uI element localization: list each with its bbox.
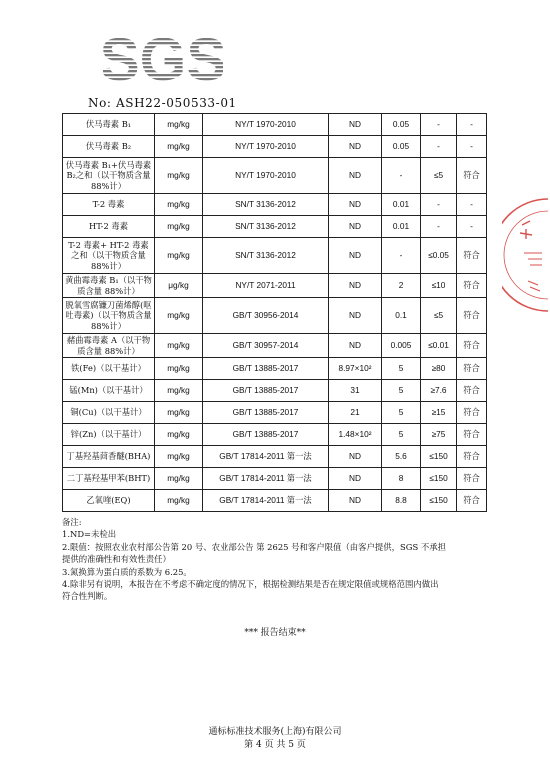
cell-verdict: - [457,194,487,216]
cell-verdict: 符合 [457,402,487,424]
cell-verdict: 符合 [457,490,487,512]
cell-limit: ≥75 [421,424,457,446]
cell-mdl: 8 [382,468,421,490]
cell-unit: mg/kg [155,238,203,274]
cell-method: SN/T 3136-2012 [203,194,329,216]
cell-result: ND [329,274,382,298]
cell-verdict: 符合 [457,424,487,446]
notes-title: 备注: [62,517,82,527]
cell-method: GB/T 17814-2011 第一法 [203,446,329,468]
cell-mdl: 0.01 [382,216,421,238]
cell-limit: - [421,216,457,238]
cell-method: SN/T 3136-2012 [203,238,329,274]
cell-result: ND [329,446,382,468]
cell-limit: ≤150 [421,468,457,490]
cell-result: 31 [329,380,382,402]
cell-method: GB/T 30957-2014 [203,334,329,358]
cell-item: 锰(Mn)（以干基计） [63,380,155,402]
cell-limit: ≤0.01 [421,334,457,358]
cell-limit: ≤150 [421,490,457,512]
cell-method: GB/T 17814-2011 第一法 [203,468,329,490]
cell-verdict: - [457,136,487,158]
cell-result: ND [329,194,382,216]
cell-unit: mg/kg [155,468,203,490]
note-line: 3.氮换算为蛋白质的系数为 6.25。 [62,566,192,577]
cell-method: GB/T 13885-2017 [203,402,329,424]
cell-result: 21 [329,402,382,424]
cell-result: ND [329,468,382,490]
table-row [63,158,487,194]
table-row [63,274,487,298]
cell-result: ND [329,216,382,238]
table-row [63,114,487,136]
report-number: No: ASH22-050533-01 [88,96,237,110]
cell-unit: mg/kg [155,298,203,334]
cell-result: 1.48×10² [329,424,382,446]
note-line: 2.限值：按照农业农村部公告第 20 号、农业部公告 第 2625 号和客户限值（由客户提供，SGS 不承担 [62,541,446,552]
report-end-mark: *** 报告结束** [244,628,306,638]
cell-item: 丁基羟基茴香醚(BHA) [63,446,155,468]
cell-mdl: 5.6 [382,446,421,468]
cell-unit: mg/kg [155,380,203,402]
cell-item: HT-2 毒素 [63,216,155,238]
cell-unit: mg/kg [155,358,203,380]
table-row [63,490,487,512]
cell-limit: - [421,136,457,158]
cell-mdl: 5 [382,402,421,424]
cell-limit: ≤5 [421,298,457,334]
cell-method: GB/T 17814-2011 第一法 [203,490,329,512]
company-seal [502,195,550,320]
cell-item: 赭曲霉毒素 A（以干物质含量 88%计） [63,334,155,358]
cell-result: ND [329,114,382,136]
cell-mdl: 0.1 [382,298,421,334]
cell-verdict: 符合 [457,446,487,468]
cell-verdict: 符合 [457,158,487,194]
cell-item: T-2 毒素 [63,194,155,216]
cell-mdl: 8.8 [382,490,421,512]
cell-unit: mg/kg [155,490,203,512]
table-row [63,136,487,158]
cell-item: 锌(Zn)（以干基计） [63,424,155,446]
cell-mdl: 0.005 [382,334,421,358]
table-row [63,402,487,424]
cell-limit: ≥15 [421,402,457,424]
cell-mdl: 5 [382,380,421,402]
cell-mdl: 5 [382,424,421,446]
table-row [63,334,487,358]
cell-result: ND [329,136,382,158]
table-row [63,298,487,334]
cell-limit: ≤10 [421,274,457,298]
cell-item: 脱氧雪腐镰刀菌烯醇(呕吐毒素)（以干物质含量 88%计） [63,298,155,334]
table-row [63,380,487,402]
cell-mdl: 2 [382,274,421,298]
cell-method: NY/T 1970-2010 [203,114,329,136]
cell-limit: - [421,194,457,216]
cell-verdict: 符合 [457,298,487,334]
cell-unit: μg/kg [155,274,203,298]
cell-result: 8.97×10² [329,358,382,380]
cell-verdict: 符合 [457,358,487,380]
cell-limit: - [421,114,457,136]
note-line: 4.除非另有说明，本报告在不考虑不确定度的情况下，根据检测结果是否在规定限值或规格范围内做出 [62,579,439,590]
cell-method: GB/T 13885-2017 [203,424,329,446]
cell-limit: ≤0.05 [421,238,457,274]
cell-method: NY/T 1970-2010 [203,158,329,194]
cell-method: GB/T 13885-2017 [203,380,329,402]
svg-text:SGS: SGS [103,30,223,88]
cell-unit: mg/kg [155,402,203,424]
cell-mdl: 0.01 [382,194,421,216]
footer-page-number: 第 4 页 共 5 页 [244,740,306,750]
table-row [63,468,487,490]
cell-method: SN/T 3136-2012 [203,216,329,238]
cell-mdl: - [382,158,421,194]
cell-result: ND [329,298,382,334]
table-row [63,216,487,238]
cell-item: 铁(Fe)（以干基计） [63,358,155,380]
note-line: 符合性判断。 [62,591,113,602]
cell-result: ND [329,334,382,358]
cell-item: 乙氧喹(EQ) [63,490,155,512]
cell-item: 黄曲霉毒素 B₁（以干物质含量 88%计） [63,274,155,298]
note-line: 1.ND=未检出 [62,529,117,540]
page-footer [0,726,550,752]
cell-method: NY/T 1970-2010 [203,136,329,158]
cell-unit: mg/kg [155,158,203,194]
cell-verdict: 符合 [457,274,487,298]
sgs-logo [103,30,223,93]
cell-mdl: 5 [382,358,421,380]
cell-item: 伏马毒素 B₂ [63,136,155,158]
results-table [62,113,487,512]
cell-mdl: - [382,238,421,274]
cell-mdl: 0.05 [382,114,421,136]
cell-verdict: 符合 [457,468,487,490]
cell-unit: mg/kg [155,216,203,238]
cell-method: GB/T 13885-2017 [203,358,329,380]
cell-item: 铜(Cu)（以干基计） [63,402,155,424]
cell-item: T-2 毒素+ HT-2 毒素之和（以干物质含量 88%计） [63,238,155,274]
table-row [63,424,487,446]
cell-method: GB/T 30956-2014 [203,298,329,334]
cell-item: 二丁基羟基甲苯(BHT) [63,468,155,490]
cell-mdl: 0.05 [382,136,421,158]
cell-unit: mg/kg [155,334,203,358]
notes-section [62,516,492,603]
cell-unit: mg/kg [155,114,203,136]
cell-item: 伏马毒素 B₁ [63,114,155,136]
cell-limit: ≥80 [421,358,457,380]
cell-result: ND [329,158,382,194]
cell-limit: ≥7.6 [421,380,457,402]
cell-limit: ≤150 [421,446,457,468]
footer-company: 通标标准技术服务(上海)有限公司 [208,727,342,737]
cell-item: 伏马毒素 B₁+伏马毒素 B₂之和（以干物质含量 88%计） [63,158,155,194]
cell-unit: mg/kg [155,194,203,216]
cell-verdict: - [457,216,487,238]
cell-limit: ≤5 [421,158,457,194]
table-row [63,238,487,274]
table-row [63,358,487,380]
cell-verdict: 符合 [457,380,487,402]
cell-method: NY/T 2071-2011 [203,274,329,298]
cell-unit: mg/kg [155,424,203,446]
table-row [63,446,487,468]
cell-verdict: 符合 [457,334,487,358]
cell-unit: mg/kg [155,136,203,158]
cell-unit: mg/kg [155,446,203,468]
note-line: 提供的准确性和有效性责任） [62,554,171,565]
cell-result: ND [329,238,382,274]
cell-result: ND [329,490,382,512]
table-row [63,194,487,216]
cell-verdict: - [457,114,487,136]
cell-verdict: 符合 [457,238,487,274]
